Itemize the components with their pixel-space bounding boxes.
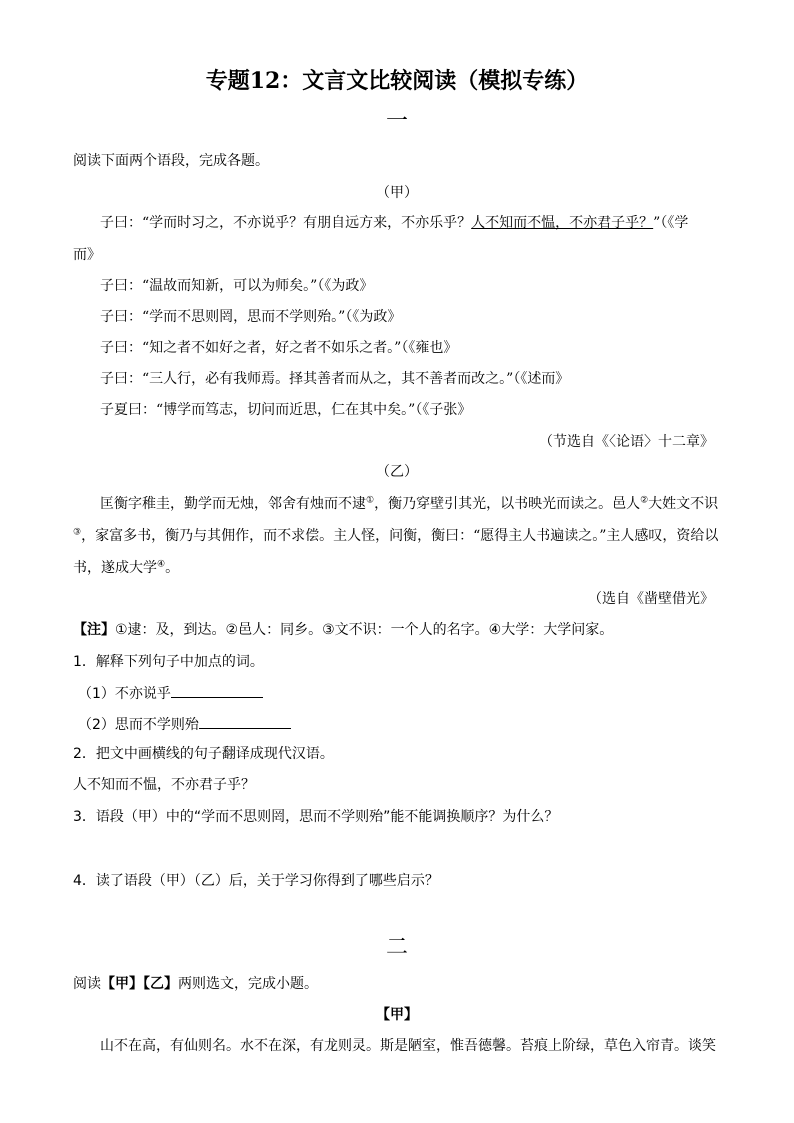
answer-blank-1[interactable] <box>171 683 263 698</box>
passage-a-line-1-wrap: 而》 <box>73 247 101 263</box>
question-1-item-1 <box>78 683 263 703</box>
section2-instruction-pre: 阅读 <box>73 976 101 992</box>
passage-a-line-1-end: ”（《学 <box>653 215 689 231</box>
question-3: 3．语段（甲）中的“学而不思则罔，思而不学则殆”能不能调换顺序？为什么？ <box>73 809 559 825</box>
passage-b-text-1b: ，衡乃穿壁引其光，以书映光而读之。邑人 <box>374 496 641 512</box>
section2-instruction <box>73 973 318 993</box>
passage-b-text-3: 书，遂成大学 <box>73 560 157 576</box>
section2-instruction-a: 【甲】 <box>101 976 143 992</box>
question-1: 1．解释下列句子中加点的词。 <box>73 654 264 670</box>
answer-blank-2[interactable] <box>199 714 291 729</box>
passage-b-line-3 <box>73 557 179 577</box>
question-1-item-2-text: （2）思而不学则殆 <box>78 717 199 733</box>
passage-a-line-4: 子曰：“知之者不如好之者，好之者不如乐之者。”（《雍也》 <box>100 340 458 356</box>
section2-passage-a-line-1: 山不在高，有仙则名。水不在深，有龙则灵。斯是陋室，惟吾德馨。苔痕上阶绿，草色入帘青。谈笑 <box>100 1038 716 1054</box>
question-2-sentence: 人不知而不愠，不亦君子乎？ <box>73 777 255 793</box>
passage-b-line-1 <box>100 493 718 513</box>
footnote-marker-2: ② <box>640 495 649 506</box>
section-heading-2: 二 <box>385 935 408 960</box>
section1-instruction: 阅读下面两个语段，完成各题。 <box>73 153 269 169</box>
passage-b-text-1: 匡衡字稚圭，勤学而无烛，邻舍有烛而不逮 <box>100 496 366 512</box>
note-label: 【注】 <box>73 622 115 638</box>
footnote-marker-4: ④ <box>157 559 166 570</box>
passage-a-line-1-start: 子曰：“学而时习之，不亦说乎？有朋自远方来，不亦乐乎？ <box>100 215 472 231</box>
section-heading-1: 一 <box>385 109 408 134</box>
footnote-marker-3: ③ <box>73 527 82 538</box>
passage-b-line-2 <box>73 525 718 545</box>
passage-b-label: （乙） <box>376 464 418 480</box>
passage-a-source: （节选自《〈论语〉十二章》 <box>539 434 714 450</box>
passage-b-source: （选自《凿壁借光》 <box>588 591 714 607</box>
page-title: 专题12：文言文比较阅读（模拟专练） <box>205 68 589 94</box>
footnote-marker-1: ① <box>366 495 375 506</box>
passage-b-text-3b: 。 <box>165 560 180 576</box>
section2-instruction-post: 两则选文，完成小题。 <box>178 976 318 992</box>
passage-a-line-3: 子曰：“学而不思则罔，思而不学则殆。”（《为政》 <box>100 309 402 325</box>
underlined-sentence: 人不知而不愠，不亦君子乎？ <box>471 215 654 231</box>
question-1-item-2 <box>78 714 291 734</box>
passage-a-line-1 <box>100 212 688 232</box>
passage-b-text-1c: 大姓文不识 <box>648 496 719 512</box>
section2-instruction-b: 【乙】 <box>143 976 178 992</box>
question-4: 4．读了语段（甲）（乙）后，关于学习你得到了哪些启示？ <box>73 873 439 889</box>
passage-a-line-2: 子曰：“温故而知新，可以为师矣。”（《为政》 <box>100 278 374 294</box>
annotation-note <box>73 619 613 639</box>
passage-a-line-5: 子曰：“三人行，必有我师焉。择其善者而从之，其不善者而改之。”（《述而》 <box>100 371 570 387</box>
note-text: ①逮：及，到达。②邑人：同乡。③文不识：一个人的名字。④大学：大学问家。 <box>115 622 614 638</box>
question-1-item-1-text: （1）不亦说乎 <box>78 686 171 702</box>
passage-a-line-6: 子夏曰：“博学而笃志，切问而近思，仁在其中矣。”（《子张》 <box>100 402 472 418</box>
question-2: 2．把文中画横线的句子翻译成现代汉语。 <box>73 746 334 762</box>
passage-a-label: （甲） <box>376 185 418 201</box>
section2-passage-a-label: 【甲】 <box>376 1007 418 1023</box>
passage-b-text-2: ，家富多书，衡乃与其佣作，而不求偿。主人怪，问衡，衡曰：“愿得主人书遍读之。”主人感叹，资给以 <box>81 528 719 544</box>
